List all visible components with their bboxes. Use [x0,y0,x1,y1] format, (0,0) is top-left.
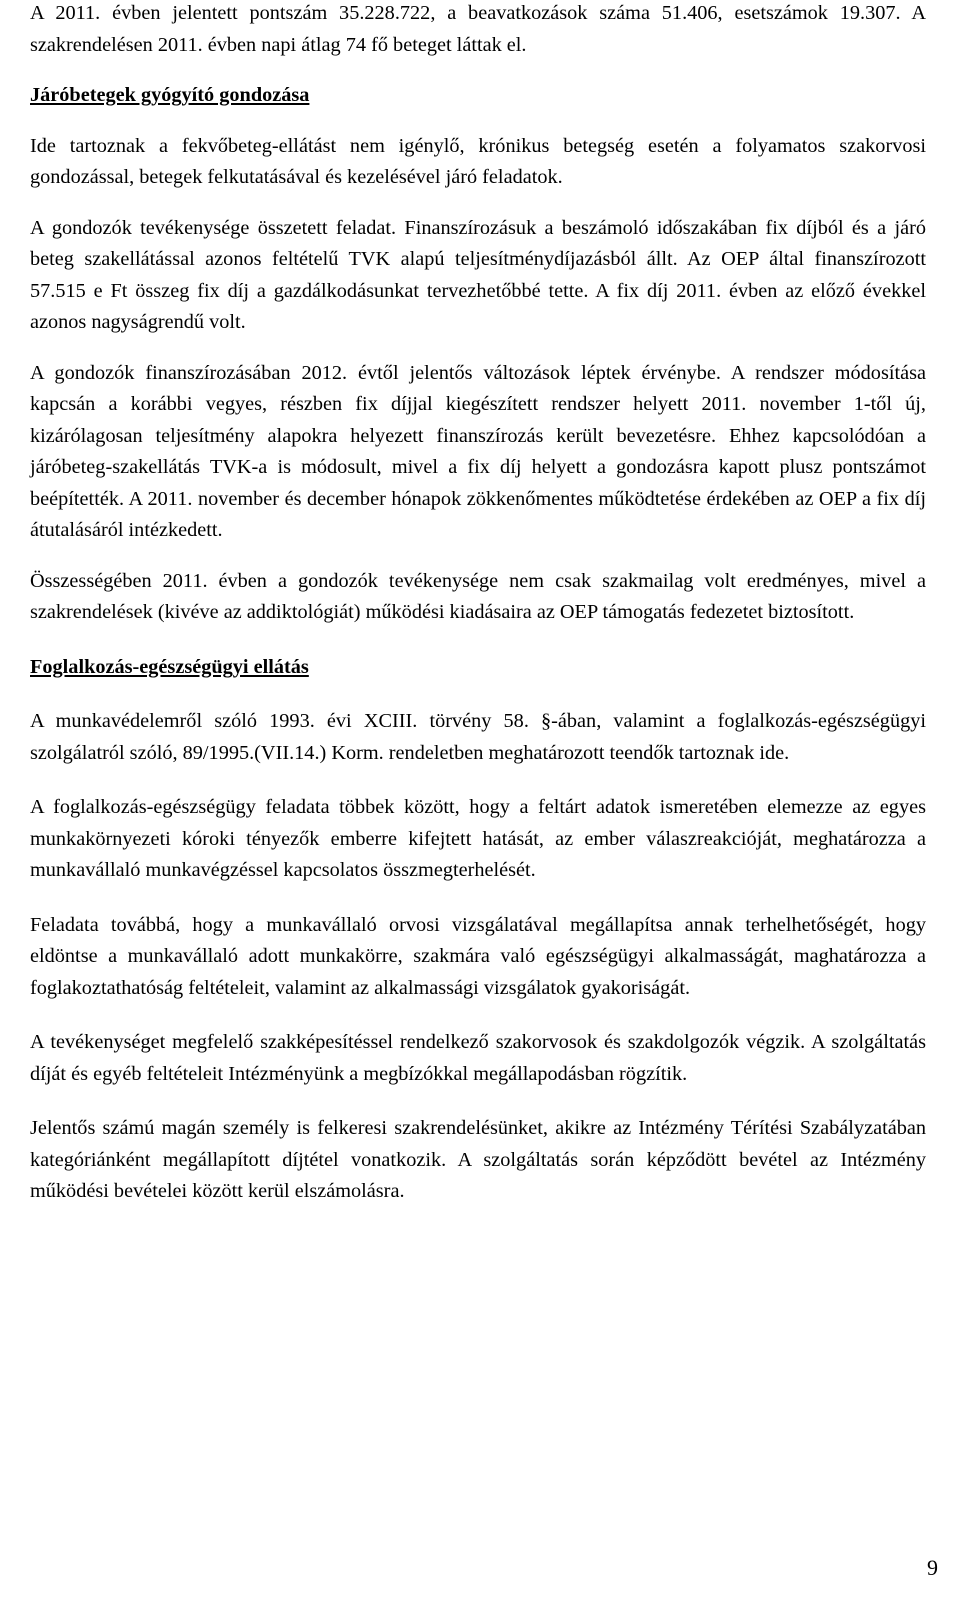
paragraph: Összességében 2011. évben a gondozók tevékenysége nem csak szakmailag volt eredményes, mivel a szakrendelések (kivéve az addiktológiát) működési kiadásaira az OEP támogatás fedezetet biztosított. [30,569,926,623]
paragraph: A tevékenységet megfelelő szakképesítéssel rendelkező szakorvosok és szakdolgozók végzik. A szolgáltatás díját és egyéb feltételeit Intézményünk a megbízókkal megállapodásban rögzítik. [30,1031,926,1085]
document-body [30,0,926,1208]
paragraph: A foglalkozás-egészségügy feladata többek között, hogy a feltárt adatok ismeretében elemezze az egyes munkakörnyezeti kóroki tényezők emberre kifejtett hatását, az ember válaszreakcióját, meghatározza a munkavállaló munkavégzéssel kapcsolatos összmegterhelését. [30,796,926,881]
paragraph: Feladata továbbá, hogy a munkavállaló orvosi vizsgálatával megállapítsa annak terhelhetőségét, hogy eldöntse a munkavállaló adott munkakörre, szakmára való egészségügyi alkalmasságát, maghatározza a foglakoztathatóság feltételeit, valamint az alkalmassági vizsgálatok gyakoriságát. [30,913,926,999]
intro-paragraph: A 2011. évben jelentett pontszám 35.228.722, a beavatkozások száma 51.406, esetszámok 19.307. A szakrendelésen 2011. évben napi átlag 74 fő beteget láttak el. [30,2,926,56]
paragraph: A gondozók finanszírozásában 2012. évtől jelentős változások léptek érvénybe. A rendszer módosítása kapcsán a korábbi vegyes, részben fix díjjal kiegészített rendszer helyett 2011. november 1-től új, kizárólagosan teljesítmény alapokra helyezett finanszírozás került bevezetésre. Ehhez kapcsolódóan a járóbeteg-szakellátás TVK-a is módosult, mivel a fix díj helyett a gondozásra kapott plusz pontszámot beépítették. A 2011. november és december hónapok zökkenőmentes működtetése érdekében az OEP a fix díj átutalásáról intézkedett. [30,361,926,541]
paragraph: A munkavédelemről szóló 1993. évi XCIII. törvény 58. §-ában, valamint a foglalkozás-egészségügyi szolgálatról szóló, 89/1995.(VII.14.) Korm. rendeletben meghatározott teendők tartoznak ide. [30,710,926,764]
section-heading-foglalkozas: Foglalkozás-egészségügyi ellátás [30,655,309,678]
paragraph: Ide tartoznak a fekvőbeteg-ellátást nem igénylő, krónikus betegség esetén a folyamatos szakorvosi gondozással, betegek felkutatásával és kezelésével járó feladatok. [30,134,926,188]
page-number: 9 [927,1555,938,1580]
section-heading-jarobetegek: Járóbetegek gyógyító gondozása [30,84,310,106]
paragraph: A gondozók tevékenysége összetett feladat. Finanszírozásuk a beszámoló időszakában fix díjból és a járó beteg szakellátással azonos feltételű TVK alapú teljesítménydíjazásból állt. Az OEP által finanszírozott 57.515 e Ft összeg fix díj a gazdálkodásunkat tervezhetőbbé tette. A fix díj 2011. évben az előző évekkel azonos nagyságrendű volt. [30,216,926,333]
paragraph: Jelentős számú magán személy is felkeresi szakrendelésünket, akikre az Intézmény Térítési Szabályzatában kategóriánként megállapított díjtétel vonatkozik. A szolgáltatás során képződött bevétel az Intézmény működési bevételei között kerül elszámolásra. [30,1117,926,1202]
